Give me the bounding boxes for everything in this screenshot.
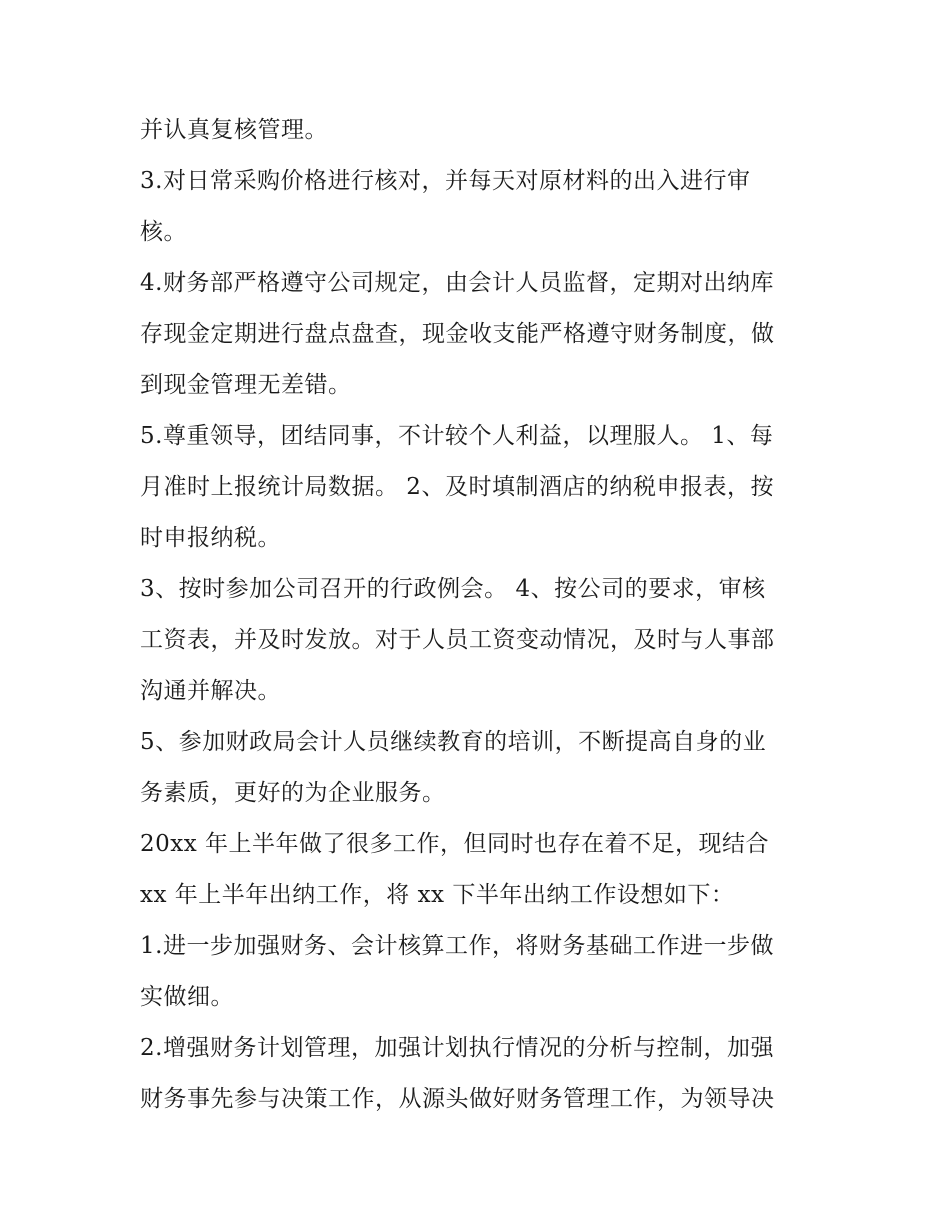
text-line: 存现金定期进行盘点盘查，现金收支能严格遵守财务制度，做	[140, 321, 775, 347]
text-line: 3、按时参加公司召开的行政例会。 4、按公司的要求，审核	[140, 576, 766, 602]
text-line: 财务事先参与决策工作，从源头做好财务管理工作，为领导决	[140, 1086, 775, 1112]
text-line: 5.尊重领导，团结同事，不计较个人利益，以理服人。 1、每	[140, 423, 774, 449]
text-line: 到现金管理无差错。	[140, 372, 352, 398]
text-line: xx 年上半年出纳工作，将 xx 下半年出纳工作设想如下：	[140, 882, 735, 908]
text-line: 实做细。	[140, 984, 234, 1010]
text-line: 3.对日常采购价格进行核对，并每天对原材料的出入进行审	[140, 168, 751, 194]
text-line: 5、参加财政局会计人员继续教育的培训，不断提高自身的业	[140, 729, 767, 755]
text-line: 务素质，更好的为企业服务。	[140, 780, 446, 806]
text-line: 工资表，并及时发放。对于人员工资变动情况，及时与人事部	[140, 627, 775, 653]
text-line: 时申报纳税。	[140, 525, 281, 551]
document-body	[140, 105, 830, 1125]
text-line: 2.增强财务计划管理，加强计划执行情况的分析与控制，加强	[140, 1035, 774, 1061]
text-line: 月准时上报统计局数据。 2、及时填制酒店的纳税申报表，按	[140, 474, 774, 500]
text-line: 并认真复核管理。	[140, 117, 328, 143]
text-line: 1.进一步加强财务、会计核算工作，将财务基础工作进一步做	[140, 933, 774, 959]
text-line: 核。	[140, 219, 187, 245]
text-line: 20xx 年上半年做了很多工作，但同时也存在着不足，现结合	[140, 831, 770, 857]
text-line: 沟通并解决。	[140, 678, 281, 704]
text-line: 4.财务部严格遵守公司规定，由会计人员监督，定期对出纳库	[140, 270, 774, 296]
